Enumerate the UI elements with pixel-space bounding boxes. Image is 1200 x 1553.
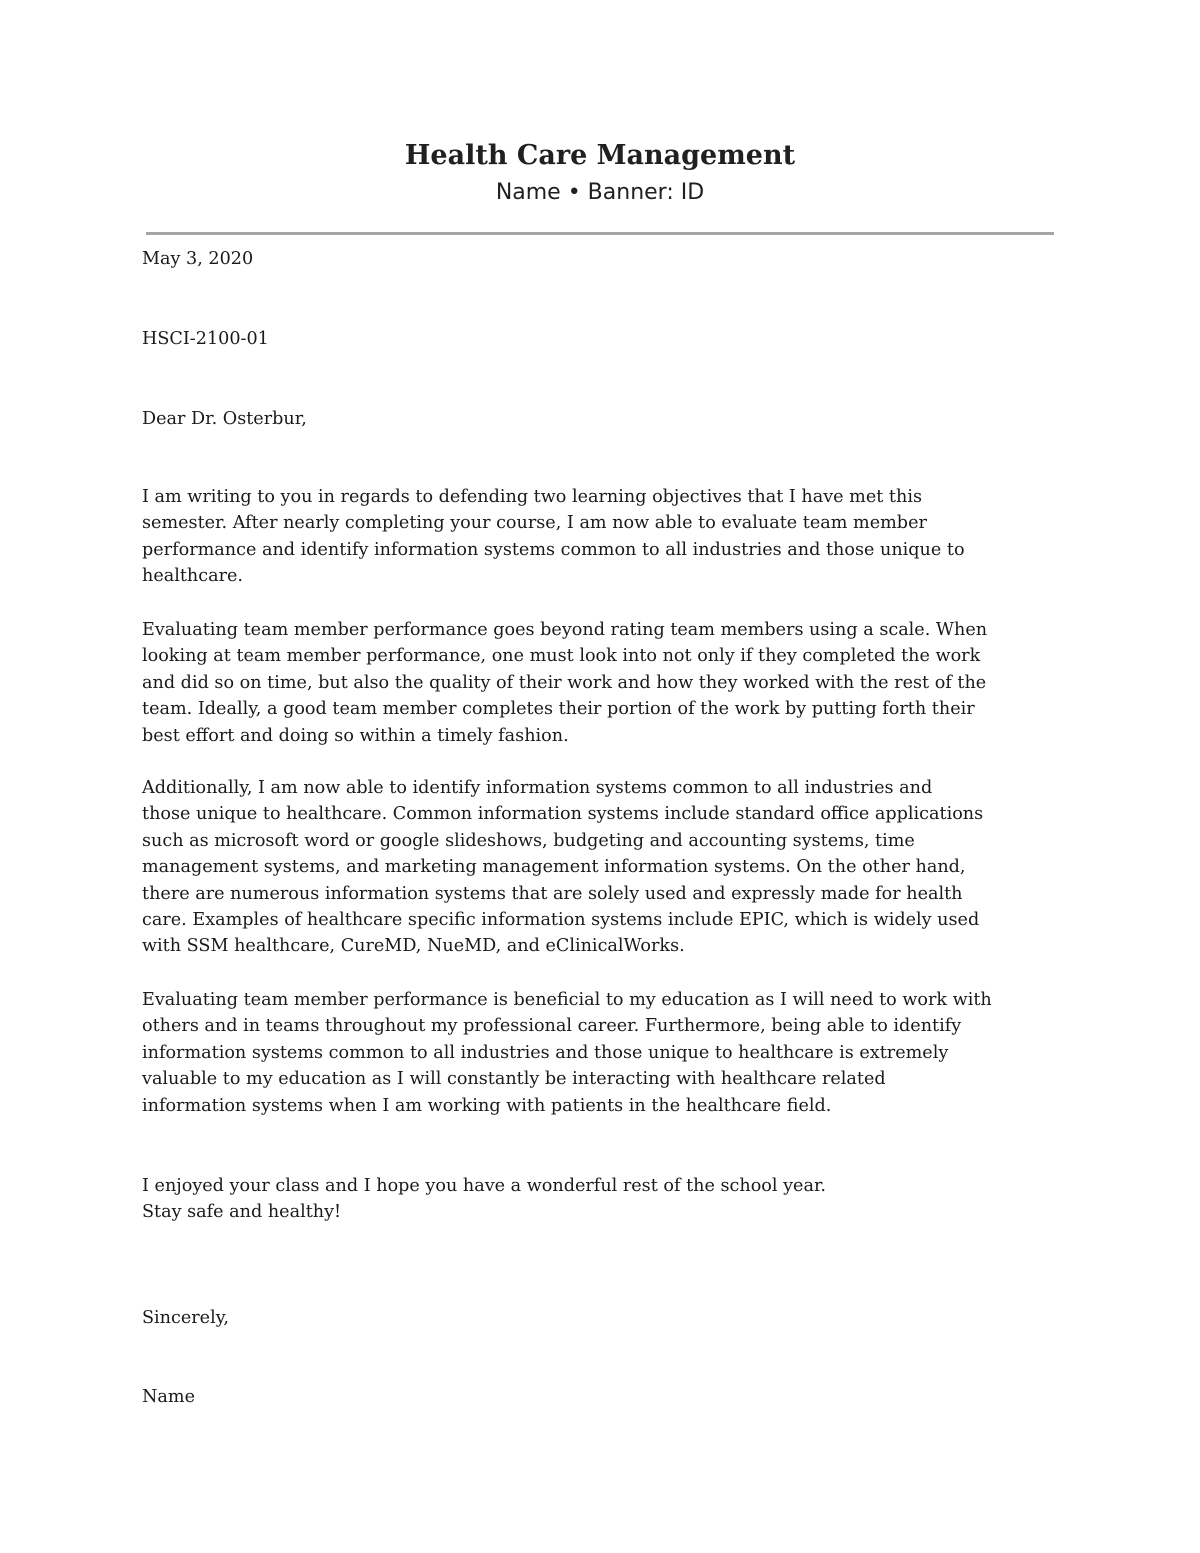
- body-paragraph-4: Evaluating team member performance is beneficial to my education as I will need to work with others and in teams throughout my professional career. Furthermore, being able to identify information systems common to all industries and those unique to healthcare is extremely valuable to my education as I will constantly be interacting with healthcare related information systems when I am working with patients in the healthcare field.: [142, 990, 992, 1116]
- header-divider: [146, 232, 1054, 235]
- letter-date: May 3, 2020: [142, 249, 254, 269]
- course-code: HSCI-2100-01: [142, 329, 269, 349]
- signature-name: Name: [142, 1387, 195, 1407]
- closing-remarks: I enjoyed your class and I hope you have a wonderful rest of the school year. Stay safe and healthy!: [142, 1176, 827, 1223]
- name-banner-subtitle: Name • Banner: ID: [495, 180, 705, 205]
- page-title: Health Care Management: [404, 140, 796, 171]
- valediction: Sincerely,: [142, 1308, 229, 1328]
- salutation: Dear Dr. Osterbur,: [142, 409, 307, 429]
- body-paragraph-3: Additionally, I am now able to identify information systems common to all industries and those unique to healthcare. Common information systems include standard office applications such as microsoft word or google slideshows, budgeting and accounting systems, time management systems, and marketing management information systems. On the other hand, there are numerous information systems that are solely used and expressly made for health care. Examples of healthcare specific information systems include EPIC, which is widely used with SSM healthcare, CureMD, NueMD, and eClinicalWorks.: [142, 778, 984, 957]
- body-paragraph-1: I am writing to you in regards to defending two learning objectives that I have met this semester. After nearly completing your course, I am now able to evaluate team member performance and identify information systems common to all industries and those unique to healthcare.: [142, 487, 965, 587]
- body-paragraph-2: Evaluating team member performance goes beyond rating team members using a scale. When looking at team member performance, one must look into not only if they completed the work and did so on time, but also the quality of their work and how they worked with the rest of the team. Ideally, a good team member completes their portion of the work by putting forth their best effort and doing so within a timely fashion.: [142, 620, 988, 746]
